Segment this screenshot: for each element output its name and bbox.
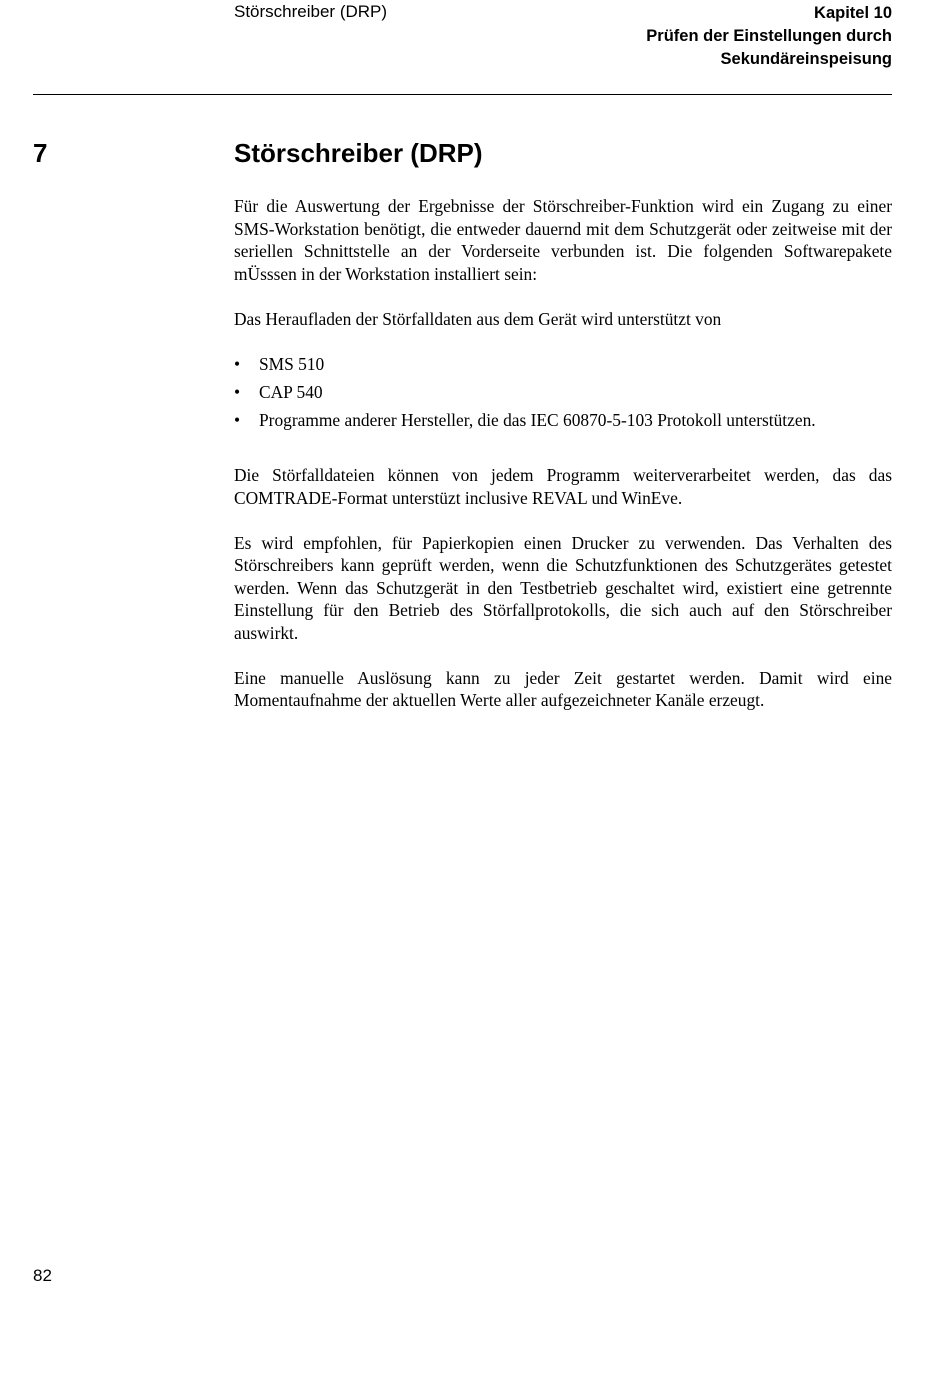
chapter-title-line-2: Sekundäreinspeisung	[720, 50, 892, 68]
chapter-title-line-1: Prüfen der Einstellungen durch	[646, 27, 892, 45]
list-item	[234, 409, 892, 432]
list-item	[234, 381, 892, 404]
list-item	[234, 353, 892, 376]
chapter-label: Kapitel 10	[814, 4, 892, 22]
paragraph-comtrade: Die Störfalldateien können von jedem Programm weiterverarbeitet werden, das das COMTRADE-Format unterstüzt inclusive REVAL und WinEve.	[234, 465, 892, 508]
page-number: 82	[33, 1266, 52, 1285]
bullet-icon: •	[234, 353, 241, 374]
list-item-text: CAP 540	[259, 381, 323, 402]
supported-software-list	[234, 353, 892, 432]
section-body	[234, 195, 892, 712]
list-item-text: Programme anderer Hersteller, die das IEC 60870-5-103 Protokoll unterstützen.	[259, 409, 816, 430]
bullet-icon: •	[234, 381, 241, 402]
list-item-text: SMS 510	[259, 353, 325, 374]
section-title: Störschreiber (DRP)	[234, 138, 483, 168]
header-divider	[33, 94, 892, 95]
paragraph-manual-trigger: Eine manuelle Auslösung kann zu jeder Zeit gestartet werden. Damit wird eine Momentaufnahme der aktuellen Werte aller aufgezeichneter Kanäle erzeugt.	[234, 667, 892, 710]
section-number: 7	[33, 138, 48, 168]
paragraph-upload-support: Das Heraufladen der Störfalldaten aus dem Gerät wird unterstützt von	[234, 308, 722, 329]
bullet-icon: •	[234, 409, 241, 430]
paragraph-intro: Für die Auswertung der Ergebnisse der Störschreiber-Funktion wird ein Zugang zu einer SMS-Workstation benötigt, die entweder dauernd mit dem Schutzgerät oder zeitweise mit der seriellen Schnittstelle an der Vorderseite verbunden ist. Die folgenden Softwarepakete mÜsssen in der Workstation installiert sein:	[234, 196, 892, 284]
paragraph-printing-testing: Es wird empfohlen, für Papierkopien einen Drucker zu verwenden. Das Verhalten des Störschreibers kann geprüft werden, wenn die Schutzfunktionen des Schutzgerätes getestet werden. Wenn das Schutzgerät in den Testbetrieb geschaltet wird, existiert eine getrennte Einstellung für den Betrieb des Störfallprotokolls, die sich auch auf den Störschreiber auswirkt.	[234, 532, 892, 643]
running-header-section: Störschreiber (DRP)	[234, 2, 388, 21]
running-header-chapter	[646, 2, 892, 71]
